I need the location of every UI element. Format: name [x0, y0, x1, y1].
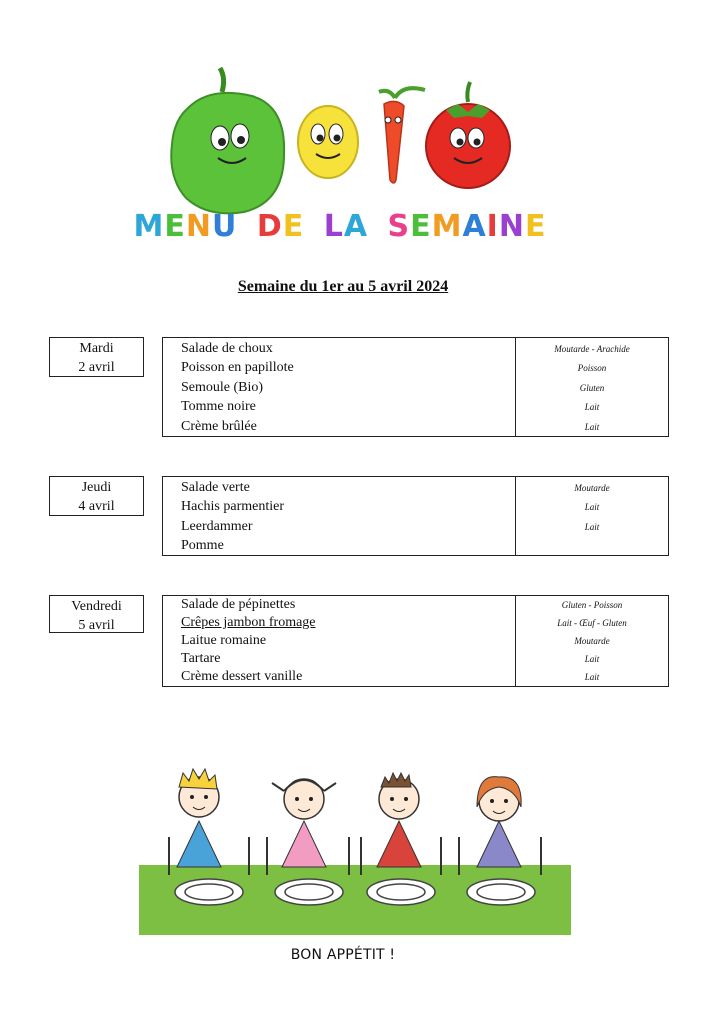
- day-label-box: [49, 595, 144, 633]
- menu-logo: [133, 58, 547, 248]
- week-title: Semaine du 1er au 5 avril 2024: [237, 278, 449, 295]
- kid-3: [377, 773, 421, 867]
- kid-2: [272, 779, 336, 867]
- menu-table-day-1: [162, 337, 669, 437]
- dish: Crème brûlée: [181, 418, 257, 434]
- allergens: Lait - Œuf - Gluten: [557, 618, 627, 628]
- logo-title-art: MENU DE LA SEMAINE: [133, 209, 547, 244]
- allergens: Lait: [584, 654, 600, 664]
- allergens: Moutarde: [574, 636, 610, 646]
- dish: Leerdammer: [181, 518, 253, 534]
- allergens: Lait: [584, 402, 600, 413]
- day-date: 2 avril: [78, 360, 115, 375]
- allergens: Gluten - Poisson: [561, 600, 623, 610]
- allergens: Lait: [584, 521, 600, 532]
- allergens: Moutarde - Arachide: [554, 343, 630, 354]
- dish: Tomme noire: [181, 399, 256, 415]
- day-name: Mardi: [79, 341, 114, 356]
- dish: Pomme: [181, 538, 224, 554]
- day-label-box: [49, 337, 144, 377]
- day-date: 4 avril: [78, 499, 115, 514]
- day-label-box: [49, 476, 144, 516]
- allergens: Moutarde: [574, 482, 610, 493]
- dish: Tartare: [181, 651, 221, 666]
- allergens: Lait: [584, 421, 600, 432]
- dish: Salade de choux: [181, 340, 273, 356]
- allergens: Poisson: [577, 363, 607, 374]
- dish: Poisson en papillote: [181, 360, 294, 376]
- dish: Laitue romaine: [181, 633, 267, 648]
- kids-at-table-illustration: [139, 757, 571, 935]
- carrot-illustration: [379, 88, 425, 183]
- kid-4: [477, 777, 521, 867]
- day-name: Jeudi: [81, 480, 112, 495]
- dish: Hachis parmentier: [181, 499, 285, 515]
- footer-bon-appetit: BON APPÉTIT !: [290, 947, 396, 963]
- dish: Crème dessert vanille: [181, 669, 303, 684]
- day-name: Vendredi: [71, 599, 122, 614]
- menu-table-day-3: [162, 595, 669, 687]
- allergens: [516, 537, 668, 557]
- dish: Salade verte: [181, 479, 250, 495]
- dish: Semoule (Bio): [181, 379, 264, 395]
- day-date: 5 avril: [78, 618, 115, 633]
- pepper-illustration: [171, 68, 284, 213]
- allergens: Lait: [584, 502, 600, 513]
- allergens: Lait: [584, 672, 600, 682]
- allergens: Gluten: [579, 382, 605, 393]
- tomato-illustration: [426, 82, 510, 188]
- kid-1: [177, 769, 221, 867]
- lemon-illustration: [298, 106, 358, 178]
- dish: Salade de pépinettes: [181, 597, 296, 612]
- dish: Crêpes jambon fromage: [181, 615, 316, 630]
- menu-table-day-2: [162, 476, 669, 556]
